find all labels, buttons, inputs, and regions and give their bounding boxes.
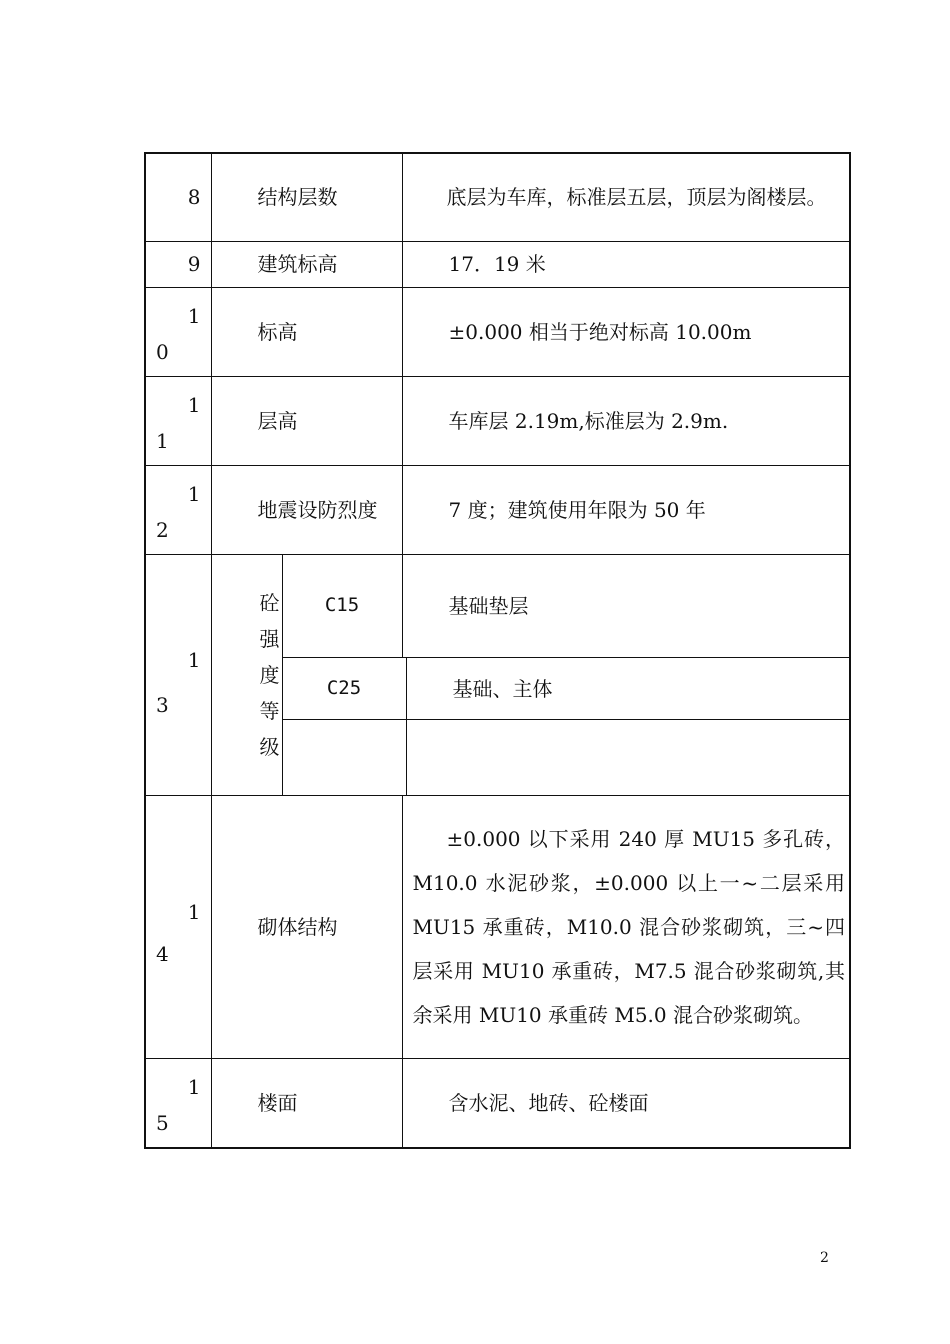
item-description: ±0.000 相当于绝对标高 10.00m bbox=[402, 287, 850, 376]
table-row bbox=[145, 554, 850, 657]
item-label: 层高 bbox=[211, 376, 402, 465]
concrete-grade: C15 bbox=[282, 554, 402, 657]
concrete-grade-use bbox=[406, 720, 850, 795]
table-row bbox=[145, 1058, 850, 1148]
item-description: 底层为车库，标准层五层，顶层为阁楼层。 bbox=[402, 153, 850, 241]
concrete-grade-use: 基础垫层 bbox=[402, 554, 850, 657]
row-number: 1 2 bbox=[145, 465, 211, 554]
table-row bbox=[145, 153, 850, 241]
table-row bbox=[145, 376, 850, 465]
table-row bbox=[145, 287, 850, 376]
item-description: 17．19 米 bbox=[402, 241, 850, 287]
page-number: 2 bbox=[820, 1250, 829, 1266]
row-number: 1 1 bbox=[145, 376, 211, 465]
table-row bbox=[145, 465, 850, 554]
row-number: 1 5 bbox=[145, 1058, 211, 1148]
row-number: 9 bbox=[145, 241, 211, 287]
item-label: 楼面 bbox=[211, 1058, 402, 1148]
specification-table bbox=[144, 152, 851, 1149]
item-description: 含水泥、地砖、砼楼面 bbox=[402, 1058, 850, 1148]
row-number: 1 3 bbox=[145, 554, 211, 795]
item-label: 砌体结构 bbox=[211, 795, 402, 1058]
table-row bbox=[145, 241, 850, 287]
item-label: 标高 bbox=[211, 287, 402, 376]
table-row bbox=[145, 795, 850, 1058]
item-description: ±0.000 以下采用 240 厚 MU15 多孔砖，M10.0 水泥砂浆，±0.000 以上一~二层采用 MU15 承重砖，M10.0 混合砂浆砌筑，三~四层采用 MU10 承重砖，M7.5 混合砂浆砌筑,其余采用 MU10 承重砖 M5.0 混合砂浆砌筑。 bbox=[402, 795, 850, 1058]
concrete-grade bbox=[282, 720, 406, 795]
row-number: 8 bbox=[145, 153, 211, 241]
row-number: 1 0 bbox=[145, 287, 211, 376]
item-label: 建筑标高 bbox=[211, 241, 402, 287]
item-description: 车库层 2.19m,标准层为 2.9m. bbox=[402, 376, 850, 465]
item-label: 结构层数 bbox=[211, 153, 402, 241]
concrete-grade: C25 bbox=[282, 657, 406, 719]
concrete-grade-label: 砼 强 度 等 级 bbox=[211, 554, 282, 795]
concrete-grade-use: 基础、主体 bbox=[406, 657, 850, 719]
item-label: 地震设防烈度 bbox=[211, 465, 402, 554]
row-number: 1 4 bbox=[145, 795, 211, 1058]
item-description: 7 度；建筑使用年限为 50 年 bbox=[402, 465, 850, 554]
